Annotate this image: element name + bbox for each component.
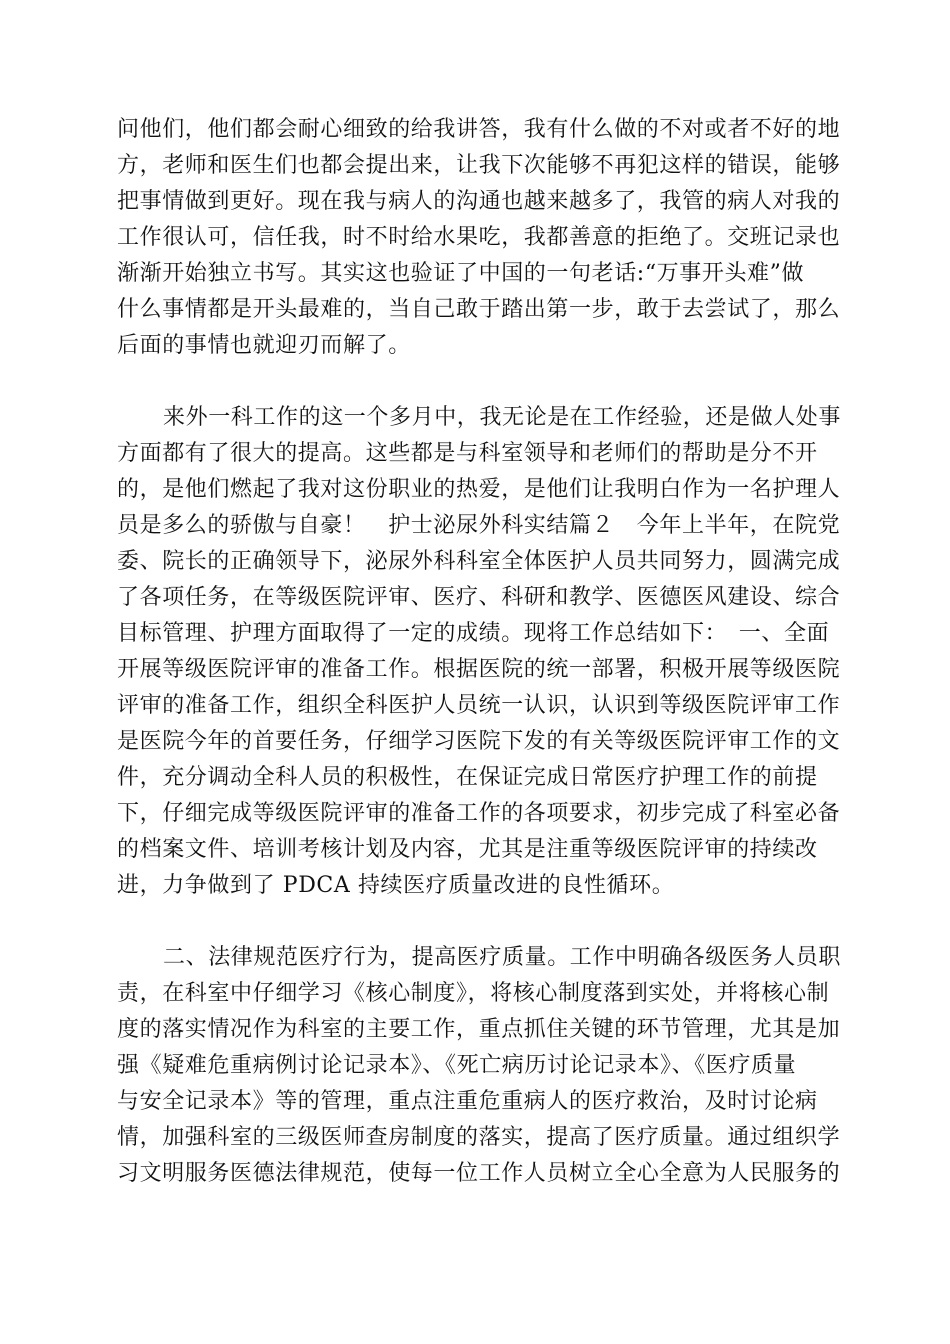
text-line: 目标管理、护理方面取得了一定的成绩。现将工作总结如下： 一、全面 <box>117 621 830 646</box>
text-line: 习文明服务医德法律规范，使每一位工作人员树立全心全意为人民服务的 <box>117 1161 841 1186</box>
text-line: 情，加强科室的三级医师查房制度的落实，提高了医疗质量。通过组织学 <box>117 1125 841 1150</box>
text-line: 评审的准备工作，组织全科医护人员统一认识，认识到等级医院评审工作 <box>117 693 841 718</box>
text-line: 了各项任务，在等级医院评审、医疗、科研和教学、医德医风建设、综合 <box>117 585 841 610</box>
text-line: 与安全记录本》等的管理，重点注重危重病人的医疗救治，及时讨论病 <box>117 1089 818 1114</box>
text-line: 把事情做到更好。现在我与病人的沟通也越来越多了，我管的病人对我的 <box>117 189 841 214</box>
text-line: 进，力争做到了 PDCA 持续医疗质量改进的良性循环。 <box>117 873 675 898</box>
text-line: 工作很认可，信任我，时不时给水果吃，我都善意的拒绝了。交班记录也 <box>117 225 841 250</box>
text-line: 员是多么的骄傲与自豪！ 护士泌尿外科实结篇２ 今年上半年，在院党 <box>117 513 841 538</box>
text-line: 委、院长的正确领导下，泌尿外科科室全体医护人员共同努力，圆满完成 <box>117 549 841 574</box>
text-line: 下，仔细完成等级医院评审的准备工作的各项要求，初步完成了科室必备 <box>117 801 841 826</box>
text-line: 责，在科室中仔细学习《核心制度》，将核心制度落到实处，并将核心制 <box>117 981 830 1006</box>
text-line: 是医院今年的首要任务，仔细学习医院下发的有关等级医院评审工作的文 <box>117 729 841 754</box>
text-line: 的，是他们燃起了我对这份职业的热爱，是他们让我明白作为一名护理人 <box>117 477 841 502</box>
text-line: 问他们，他们都会耐心细致的给我讲答，我有什么做的不对或者不好的地 <box>117 117 841 142</box>
text-line: 方面都有了很大的提高。这些都是与科室领导和老师们的帮助是分不开 <box>117 441 818 466</box>
text-line: 件，充分调动全科人员的积极性，在保证完成日常医疗护理工作的前提 <box>117 765 818 790</box>
text-line: 的档案文件、培训考核计划及内容，尤其是注重等级医院评审的持续改 <box>117 837 818 862</box>
text-line: 后面的事情也就迎刃而解了。 <box>117 333 411 358</box>
text-line: 什么事情都是开头最难的，当自己敢于踏出第一步，敢于去尝试了，那么 <box>117 297 841 322</box>
text-line: 强《疑难危重病例讨论记录本》、《死亡病历讨论记录本》、《医疗质量 <box>117 1053 797 1078</box>
text-line: 二、法律规范医疗行为，提高医疗质量。工作中明确各级医务人员职 <box>163 945 842 970</box>
text-line: 度的落实情况作为科室的主要工作，重点抓住关键的环节管理，尤其是加 <box>117 1017 841 1042</box>
text-line: 方，老师和医生们也都会提出来，让我下次能够不再犯这样的错误，能够 <box>117 153 841 178</box>
text-line: 来外一科工作的这一个多月中，我无论是在工作经验，还是做人处事 <box>163 405 842 430</box>
text-line: 渐渐开始独立书写。其实这也验证了中国的一句老话:“万事开头难”做 <box>117 261 805 286</box>
text-line: 开展等级医院评审的准备工作。根据医院的统一部署，积极开展等级医院 <box>117 657 841 682</box>
